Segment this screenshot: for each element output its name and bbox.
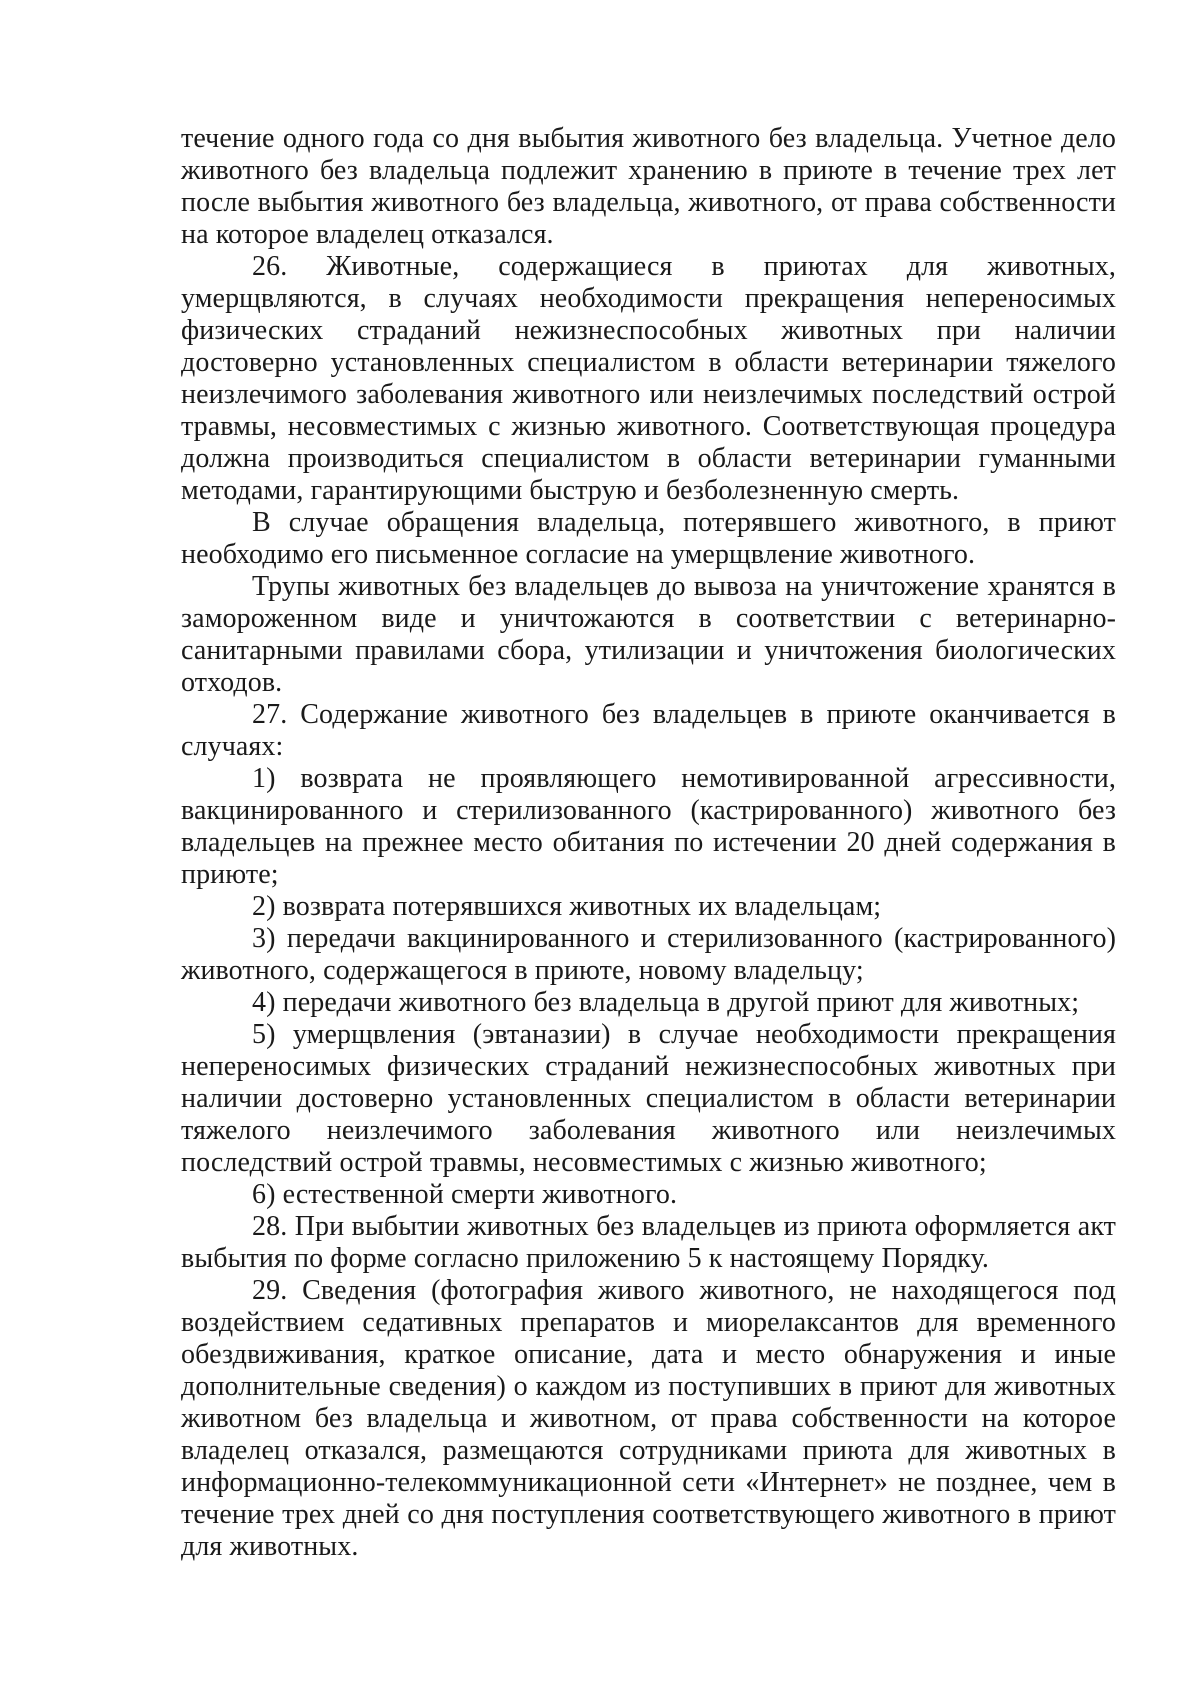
list-item-4: 4) передачи животного без владельца в другой приют для животных;	[252, 987, 1080, 1018]
list-item-2: 2) возврата потерявшихся животных их владельцам;	[252, 891, 882, 922]
list-item-5: 5) умерщвления (эвтаназии) в случае необходимости прекращения непереносимых физических страданий нежизнеспособных животных при наличии достоверно установленных специалистом в области ветеринарии тяжелого неизлечимого заболевания животного или неизлечимых последствий острой травмы, несовместимых с жизнью животного;	[181, 1019, 1116, 1178]
paragraph-item-28: 28. При выбытии животных без владельцев из приюта оформляется акт выбытия по форме согласно приложению 5 к настоящему Порядку.	[181, 1211, 1116, 1274]
list-item-3: 3) передачи вакцинированного и стерилизованного (кастрированного) животного, содержащегося в приюте, новому владельцу;	[181, 923, 1116, 986]
paragraph-item-27: 27. Содержание животного без владельцев в приюте оканчивается в случаях:	[181, 699, 1116, 762]
paragraph-item-26: 26. Животные, содержащиеся в приютах для животных, умерщвляются, в случаях необходимости прекращения непереносимых физических страданий нежизнеспособных животных при наличии достоверно установленных специалистом в области ветеринарии тяжелого неизлечимого заболевания животного или неизлечимых последствий острой травмы, несовместимых с жизнью животного. Соответствующая процедура должна производиться специалистом в области ветеринарии гуманными методами, гарантирующими быструю и безболезненную смерть.	[181, 251, 1116, 506]
document-body	[181, 123, 1116, 1563]
paragraph-continuation: течение одного года со дня выбытия животного без владельца. Учетное дело животного без владельца подлежит хранению в приюте в течение трех лет после выбытия животного без владельца, животного, от права собственности на которое владелец отказался.	[181, 123, 1116, 250]
paragraph-owner-consent: В случае обращения владельца, потерявшего животного, в приют необходимо его письменное согласие на умерщвление животного.	[181, 507, 1116, 570]
paragraph-item-29: 29. Сведения (фотография живого животного, не находящегося под воздействием седативных препаратов и миорелаксантов для временного обездвиживания, краткое описание, дата и место обнаружения и иные дополнительные сведения) о каждом из поступивших в приют для животных животном без владельца и животном, от права собственности на которое владелец отказался, размещаются сотрудниками приюта для животных в информационно-телекоммуникационной сети «Интернет» не позднее, чем в течение трех дней со дня поступления соответствующего животного в приют для животных.	[181, 1275, 1116, 1562]
list-item-1: 1) возврата не проявляющего немотивированной агрессивности, вакцинированного и стерилизованного (кастрированного) животного без владельцев на прежнее место обитания по истечении 20 дней содержания в приюте;	[181, 763, 1116, 890]
list-item-6: 6) естественной смерти животного.	[252, 1179, 678, 1210]
paragraph-carcass-disposal: Трупы животных без владельцев до вывоза на уничтожение хранятся в замороженном виде и уничтожаются в соответствии с ветеринарно-санитарными правилами сбора, утилизации и уничтожения биологических отходов.	[181, 571, 1116, 698]
